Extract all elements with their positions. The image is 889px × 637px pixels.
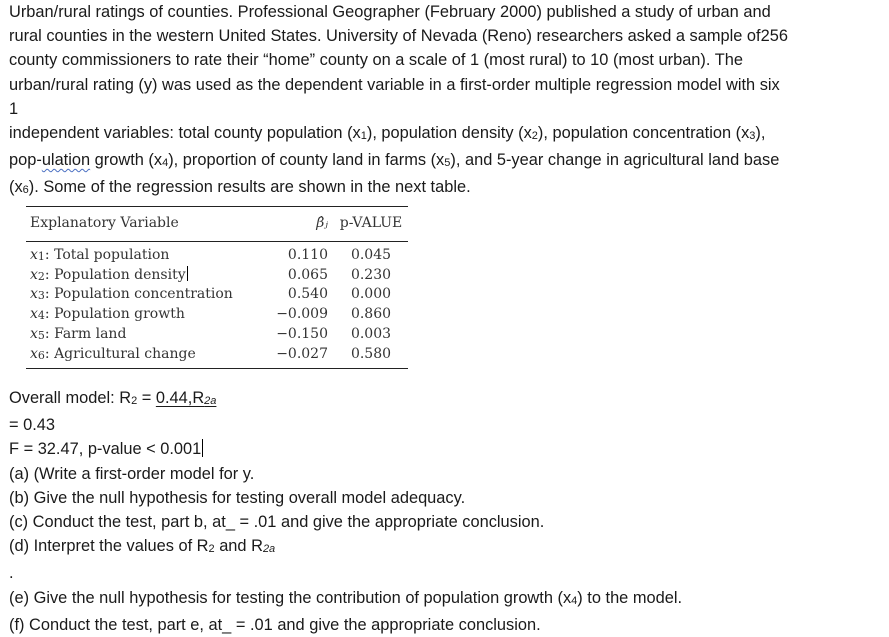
regression-table xyxy=(26,206,408,369)
intro-line: Urban/rural ratings of counties. Professional Geographer (February 2000) published a study of urban and xyxy=(9,3,771,21)
p-value: 0.003 xyxy=(350,326,392,343)
dot-line: . xyxy=(9,564,14,583)
table-row: x2: Population density 0.065 0.230 xyxy=(26,265,408,285)
header-explanatory-variable: Explanatory Variable xyxy=(30,214,179,231)
question-d: (d) Interpret the values of R2 and R2a xyxy=(9,537,276,556)
intro-line: pop-ulation growth (x4), proportion of county land in farms (x5), and 5-year change in agricultural land base xyxy=(9,151,780,170)
beta-value: −0.009 xyxy=(276,306,328,323)
spellcheck-underline[interactable]: ulation xyxy=(41,151,91,170)
table-row: x5: Farm land −0.150 0.003 xyxy=(26,324,408,344)
intro-line: 1 xyxy=(9,99,19,118)
p-value: 0.230 xyxy=(350,266,392,283)
beta-value: 0.065 xyxy=(287,266,328,283)
intro-line: (x6). Some of the regression results are shown in the next table. xyxy=(9,178,471,197)
intro-line: county commissioners to rate their “home” county on a scale of 1 (most rural) to 10 (most urban). The xyxy=(9,51,743,70)
text-cursor xyxy=(187,266,188,281)
header-beta: β̂ⱼ xyxy=(316,214,328,231)
question-a: (a) (Write a first-order model for y. xyxy=(9,464,255,483)
beta-value: 0.540 xyxy=(287,286,328,303)
p-value: 0.000 xyxy=(350,286,392,303)
table-row: x3: Population concentration 0.540 0.000 xyxy=(26,285,408,305)
header-p-value: p-VALUE xyxy=(339,214,403,231)
p-value: 0.045 xyxy=(350,246,392,263)
underlined-text: 0.44,R2a xyxy=(155,389,217,407)
adjusted-r2-line: = 0.43 xyxy=(9,416,56,435)
beta-value: 0.110 xyxy=(287,246,328,263)
p-value: 0.580 xyxy=(350,345,392,362)
table-bottom-rule xyxy=(26,368,408,369)
overall-model-line: Overall model: R2 = 0.44,R2a xyxy=(9,389,217,407)
table-row: x1: Total population 0.110 0.045 xyxy=(26,245,408,265)
problem-intro xyxy=(9,0,884,203)
beta-value: −0.027 xyxy=(276,345,328,362)
question-c: (c) Conduct the test, part b, at_ = .01 and give the appropriate conclusion. xyxy=(9,513,545,532)
question-e: (e) Give the null hypothesis for testing the contribution of population growth (x4) to the model. xyxy=(9,588,683,607)
table-row: x4: Population growth −0.009 0.860 xyxy=(26,304,408,324)
table-header xyxy=(26,207,408,238)
text-cursor xyxy=(202,439,203,457)
intro-line: urban/rural rating (y) was used as the dependent variable in a first-order multiple regression model with six xyxy=(9,75,780,94)
question-b: (b) Give the null hypothesis for testing overall model adequacy. xyxy=(9,488,466,507)
intro-line: independent variables: total county population (x1), population density (x2), population concentration (x3), xyxy=(9,124,766,143)
f-statistic-line: F = 32.47, p-value < 0.001 xyxy=(9,440,202,459)
question-f: (f) Conduct the test, part e, at_ = .01 and give the appropriate conclusion. xyxy=(9,615,541,634)
problem-questions xyxy=(9,386,884,637)
table-row: x6: Agricultural change −0.027 0.580 xyxy=(26,344,408,364)
p-value: 0.860 xyxy=(350,306,392,323)
beta-value: −0.150 xyxy=(276,326,328,343)
intro-line: rural counties in the western United States. University of Nevada (Reno) researchers asked a sample of256 xyxy=(9,27,788,46)
